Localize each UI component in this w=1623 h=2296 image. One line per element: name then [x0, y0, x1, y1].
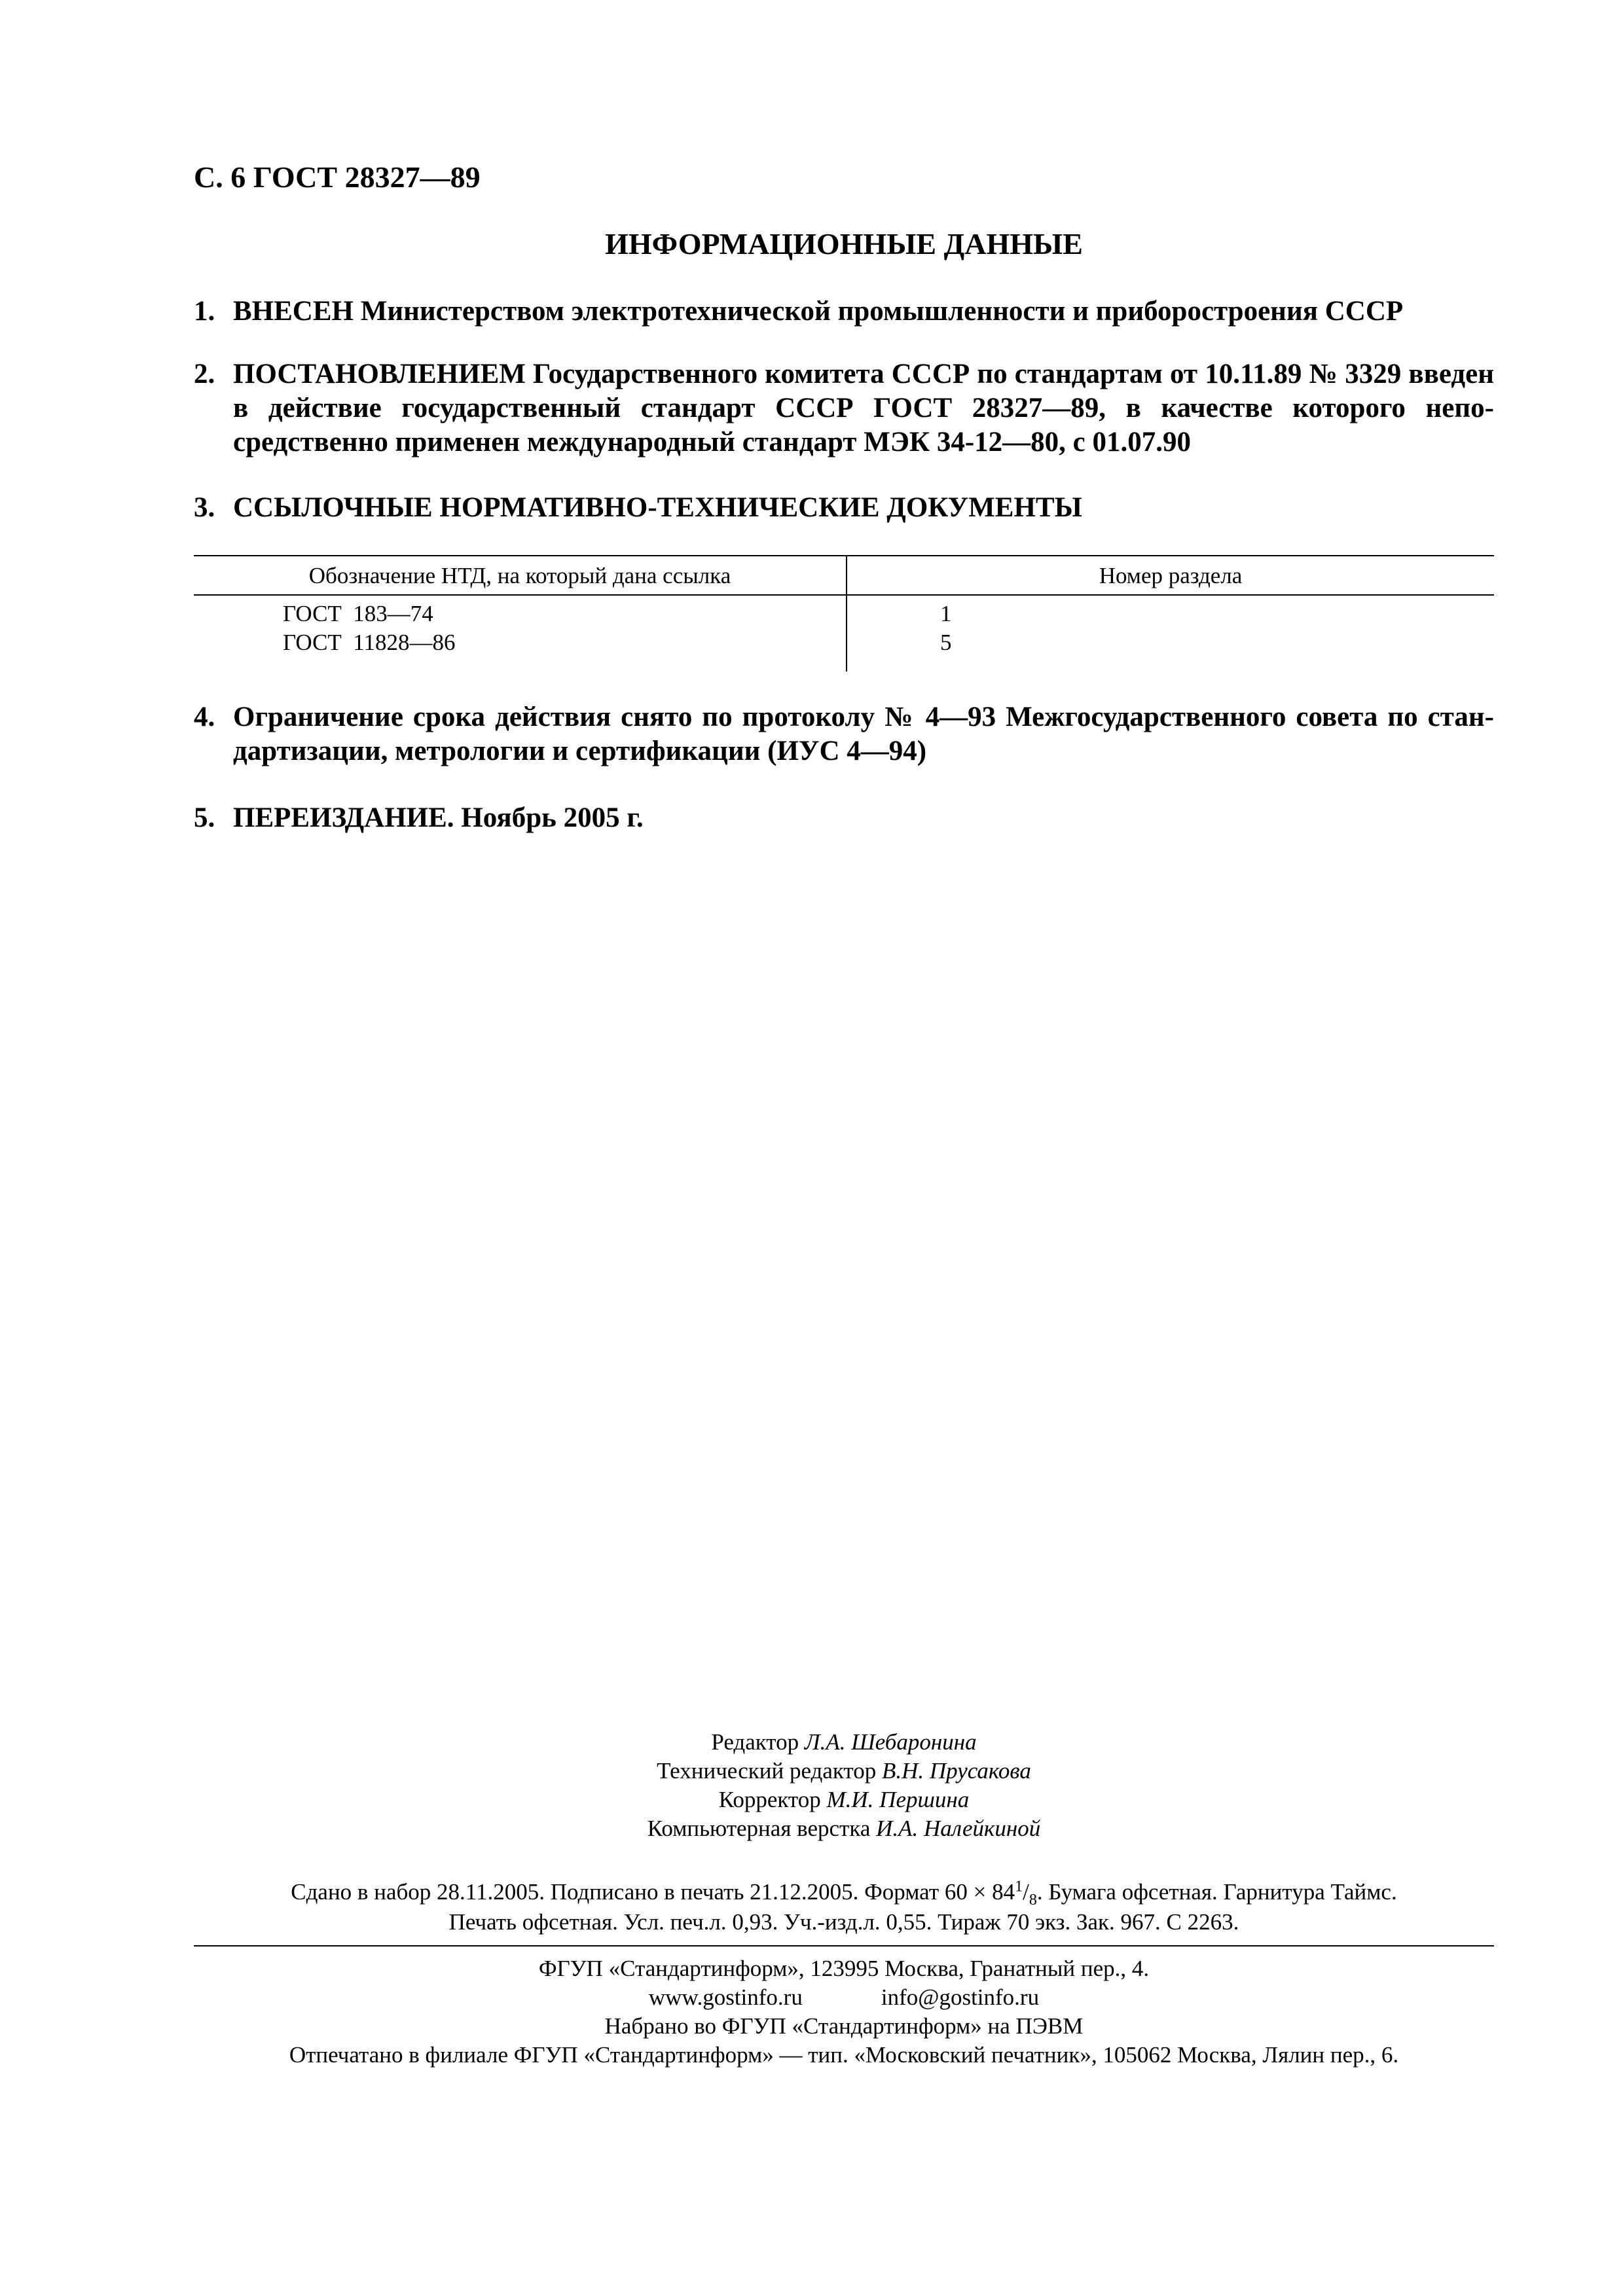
credit-line	[194, 1757, 1494, 1785]
credit-role: Технический редактор	[657, 1758, 877, 1784]
table-top-rule	[194, 555, 1494, 556]
item-text: ВНЕСЕН Министерством электротехнической промышленности и приборостроения СССР	[233, 296, 1404, 327]
item-number: 2.	[194, 359, 215, 389]
item-text: Ограничение срока действия снято по протоколу № 4—93 Межгосударственного совета по стандартизации, метрологии и сертификации (ИУС 4—94)	[233, 702, 1494, 766]
print-details-line-1	[194, 1877, 1494, 1907]
table-row	[194, 630, 1494, 658]
print-details-text: Сдано в набор 28.11.2005. Подписано в печать 21.12.2005. Формат 60 × 84	[291, 1879, 1015, 1905]
publisher-info	[194, 1954, 1494, 2070]
publisher-address: ФГУП «Стандартинформ», 123995 Москва, Гранатный пер., 4.	[538, 1956, 1150, 1981]
info-item-4	[194, 700, 1494, 768]
credit-role: Редактор	[711, 1729, 799, 1755]
format-fraction-numerator: 1	[1015, 1878, 1023, 1895]
credit-name: И.А. Налейкиной	[876, 1816, 1041, 1841]
print-details-text: . Бумага офсетная. Гарнитура Таймс.	[1036, 1879, 1397, 1905]
item-number: 5.	[194, 802, 215, 833]
publisher-email-link[interactable]: info@gostinfo.ru	[881, 1984, 1040, 2010]
table-header-designation: Обозначение НТД, на который дана ссылка	[308, 563, 731, 588]
typesetting-note: Набрано во ФГУП «Стандартинформ» на ПЭВМ	[604, 2013, 1084, 2039]
info-item-1	[194, 295, 1494, 329]
credit-role: Корректор	[718, 1787, 821, 1812]
table-cell-section: 1	[940, 601, 952, 626]
print-details-line-2: Печать офсетная. Усл. печ.л. 0,93. Уч.-изд.л. 0,55. Тираж 70 экз. Зак. 967. С 2263.	[448, 1909, 1239, 1935]
item-text: ПЕРЕИЗДАНИЕ. Ноябрь 2005 г.	[233, 802, 644, 833]
editorial-credits	[194, 1728, 1494, 1843]
table-header-section: Номер раздела	[1099, 563, 1243, 588]
table-row	[194, 601, 1494, 630]
table-cell-designation: ГОСТ 183—74	[283, 601, 433, 626]
credit-line	[194, 1785, 1494, 1814]
credit-name: Л.А. Шебаронина	[804, 1729, 977, 1755]
info-item-2	[194, 357, 1494, 459]
credit-line	[194, 1814, 1494, 1843]
item-text: ПОСТАНОВЛЕНИЕМ Государственного комитета СССР по стандартам от 10.11.89 № 3329 введен в действие государственный стандарт СССР ГОСТ 28327—89, в качестве которого непосредственно применен международный стандарт МЭК 34-12—80, с 01.07.90	[233, 359, 1494, 457]
page-title: ИНФОРМАЦИОННЫЕ ДАННЫЕ	[605, 227, 1083, 260]
info-item-3	[194, 491, 1494, 525]
credit-name: В.Н. Прусакова	[882, 1758, 1031, 1784]
credit-role: Компьютерная верстка	[647, 1816, 871, 1841]
item-text: ССЫЛОЧНЫЕ НОРМАТИВНО-ТЕХНИЧЕСКИЕ ДОКУМЕНТЫ	[233, 492, 1082, 523]
format-fraction-slash: /	[1023, 1879, 1029, 1905]
page-header-reference: С. 6 ГОСТ 28327—89	[194, 160, 481, 194]
item-number: 4.	[194, 702, 215, 732]
item-number: 3.	[194, 492, 215, 523]
publisher-website-link[interactable]: www.gostinfo.ru	[648, 1984, 803, 2010]
publisher-contacts	[194, 1983, 1494, 2012]
printing-note: Отпечатано в филиале ФГУП «Стандартинформ» — тип. «Московский печатник», 105062 Москва, Лялин пер., 6.	[289, 2042, 1399, 2068]
credit-line	[194, 1728, 1494, 1757]
footer-divider	[194, 1945, 1494, 1946]
info-item-5	[194, 801, 1494, 835]
format-fraction-denominator: 8	[1029, 1892, 1037, 1909]
credit-name: М.И. Першина	[826, 1787, 970, 1812]
table-cell-designation: ГОСТ 11828—86	[283, 630, 456, 655]
table-header-rule	[194, 594, 1494, 596]
print-details	[194, 1877, 1494, 1937]
reference-documents-table	[194, 555, 1494, 672]
item-number: 1.	[194, 296, 215, 327]
table-cell-section: 5	[940, 630, 952, 655]
